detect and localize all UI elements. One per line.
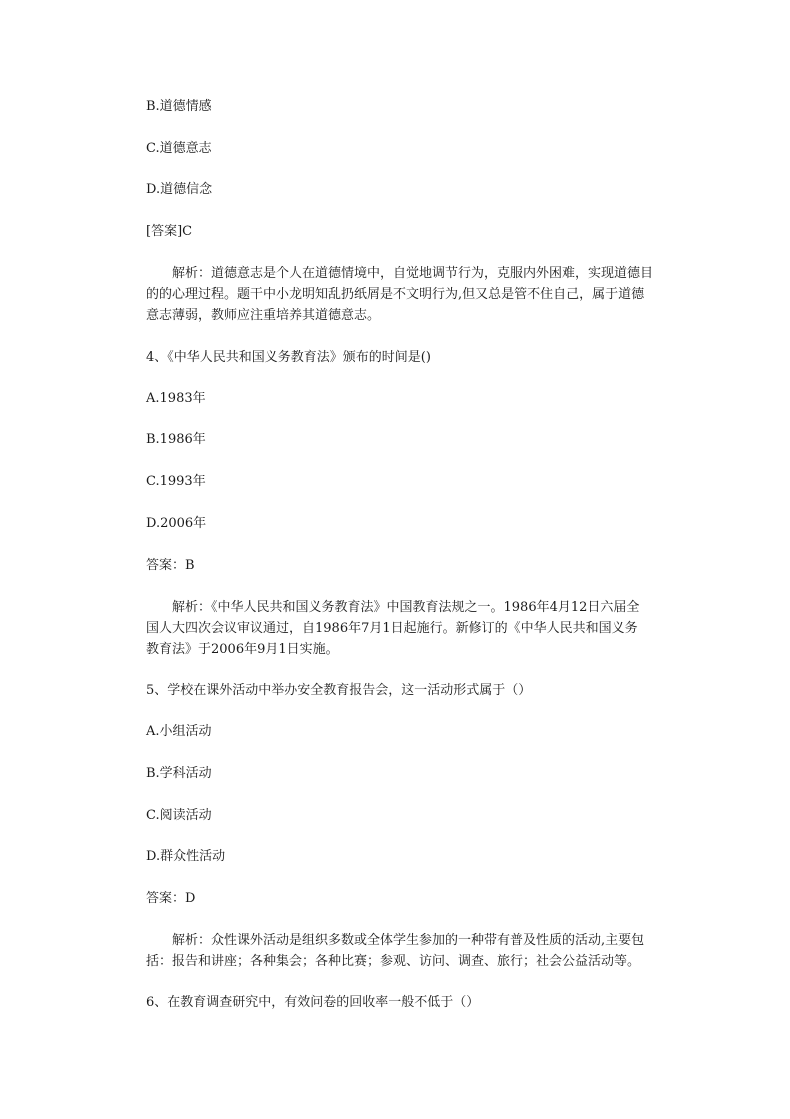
q5-option-b: B.学科活动 [146, 766, 212, 781]
q4-option-b: B.1986年 [146, 432, 206, 447]
q4-explanation [146, 597, 666, 660]
q6-question: 6、在教育调查研究中，有效问卷的回收率一般不低于（） [146, 995, 480, 1010]
q5-option-a: A.小组活动 [146, 724, 212, 739]
q5-explanation-line: 括：报告和讲座；各种集会；各种比赛；参观、访问、调查、旅行；社会公益活动等。 [146, 954, 641, 969]
q5-explanation [146, 930, 666, 972]
q3-option-b: B.道德情感 [146, 99, 212, 114]
q5-option-d: D.群众性活动 [146, 849, 226, 864]
q4-question: 4、《中华人民共和国义务教育法》颁布的时间是() [146, 350, 431, 365]
q5-explanation-line: 解析：众性课外活动是组织多数或全体学生参加的一种带有普及性质的活动,主要包 [172, 933, 645, 948]
q3-explanation [146, 263, 666, 326]
q4-option-c: C.1993年 [146, 474, 206, 489]
q3-answer: [答案]C [146, 224, 193, 239]
q4-explanation-line: 解析：《中华人民共和国义务教育法》中国教育法规之一。1986年4月12日六届全 [172, 600, 640, 615]
q3-explanation-line: 意志薄弱，教师应注重培养其道德意志。 [146, 308, 381, 323]
q3-explanation-line: 的的心理过程。题干中小龙明知乱扔纸屑是不文明行为,但又总是管不住自己，属于道德 [146, 287, 645, 302]
q5-option-c: C.阅读活动 [146, 808, 212, 823]
q4-option-d: D.2006年 [146, 516, 207, 531]
q5-answer: 答案：D [146, 891, 196, 906]
q4-option-a: A.1983年 [146, 391, 206, 406]
q3-explanation-line: 解析：道德意志是个人在道德情境中，自觉地调节行为，克服内外困难，实现道德目 [172, 266, 654, 281]
q3-option-d: D.道德信念 [146, 182, 213, 197]
q4-explanation-line: 教育法》于2006年9月1日实施。 [146, 642, 339, 657]
q3-option-c: C.道德意志 [146, 141, 212, 156]
q4-explanation-line: 国人大四次会议审议通过，自1986年7月1日起施行。新修订的《中华人民共和国义务 [146, 621, 638, 636]
q5-question: 5、学校在课外活动中举办安全教育报告会，这一活动形式属于（） [146, 683, 532, 698]
q4-answer: 答案：B [146, 558, 195, 573]
